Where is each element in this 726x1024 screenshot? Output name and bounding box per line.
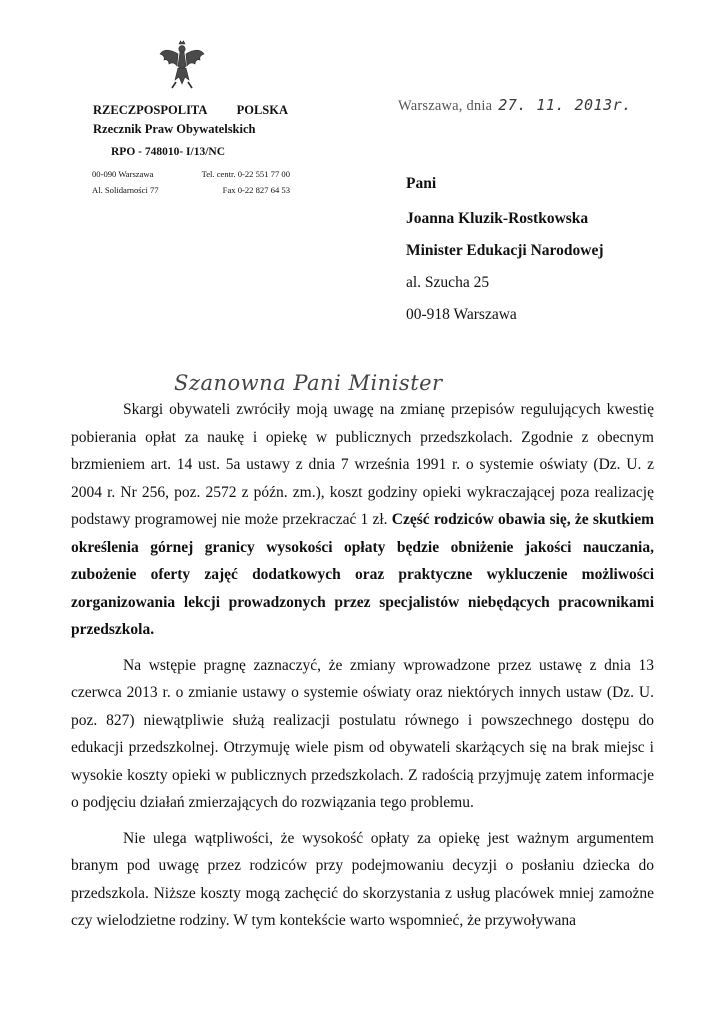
handwritten-date: 27. 11. 2013r. — [498, 96, 632, 114]
sender-office: Rzecznik Praw Obywatelskich — [93, 122, 256, 136]
sender-contact — [92, 166, 290, 198]
recipient-street: al. Szucha 25 — [406, 274, 490, 291]
paragraph-3: Nie ulega wątpliwości, że wysokość opłaty za opiekę jest ważnym argumentem branym pod uwagę przez rodziców przy podejmowaniu decyzji o posłaniu dziecka do przedszkola. Niższe koszty mogą zachęcić do skorzystania z usług placówek mniej zamożne czy wielodzietne rodziny. W tym kontekście warto wspomnieć, że przywoływana — [71, 829, 654, 929]
sender-postal: 00-090 Warszawa — [92, 169, 154, 179]
sender-reference: RPO - 748010- I/13/NC — [111, 146, 226, 158]
sender-country-word1: RZECZPOSPOLITA — [93, 103, 208, 117]
paragraph-1-bold: Część rodziców obawia się, że skutkiem określenia górnej granicy wysokości opłaty będzie obniżenie jakości nauczania, zubożenie oferty zajęć dodatkowych oraz praktyczne wykluczenie możliwości zorganizowania lekcji prowadzonych przez specjalistów niebędących pracownikami przedszkola. — [71, 511, 654, 638]
sender-country-word2: POLSKA — [236, 103, 288, 117]
recipient-city: 00-918 Warszawa — [406, 306, 517, 323]
recipient-position: Minister Edukacji Narodowej — [406, 242, 604, 259]
paragraph-1-text: Skargi obywateli zwróciły moją uwagę na zmianę przepisów regulujących kwestię pobierania opłat za naukę i opiekę w publicznych przedszkolach. Zgodnie z obecnym brzmieniem art. 14 ust. 5a ustawy z dnia 7 września 1991 r. o systemie oświaty (Dz. U. z 2004 r. Nr 256, poz. 2572 z późn. zm.), koszt godziny opieki wykraczającej poza realizację podstawy programowej nie może przekraczać 1 zł. — [71, 401, 654, 528]
handwritten-salutation — [172, 366, 457, 400]
sender-street: Al. Solidarności 77 — [92, 185, 159, 195]
sender-header — [93, 101, 288, 162]
letter-body — [71, 396, 654, 943]
sender-tel: Tel. centr. 0-22 551 77 00 — [201, 169, 290, 179]
sender-fax: Fax 0-22 827 64 53 — [222, 185, 290, 195]
recipient-title: Pani — [406, 175, 437, 192]
paragraph-2: Na wstępie pragnę zaznaczyć, że zmiany wprowadzone przez ustawę z dnia 13 czerwca 2013 r. o zmianie ustawy o systemie oświaty oraz niektórych innych ustaw (Dz. U. poz. 827) niewątpliwie służą realizacji postulatu równego i powszechnego dostępu do edukacji przedszkolnej. Otrzymuję wiele pism od obywateli skarżących się na brak miejsc i wysokie koszty opieki w publicznych przedszkolach. Z radością przyjmuję zatem informacje o podjęciu działań zmierzających do rozwiązania tego problemu. — [71, 656, 654, 811]
date-label: Warszawa, dnia — [398, 98, 493, 114]
date-line — [398, 96, 632, 115]
sender-country — [93, 101, 288, 120]
recipient-block — [406, 170, 603, 329]
handwritten-salutation-text: Szanowna Pani Minister — [174, 371, 443, 395]
polish-eagle-emblem-icon — [158, 40, 206, 90]
recipient-name: Joanna Kluzik-Rostkowska — [406, 210, 589, 227]
paragraph-1 — [71, 396, 654, 644]
